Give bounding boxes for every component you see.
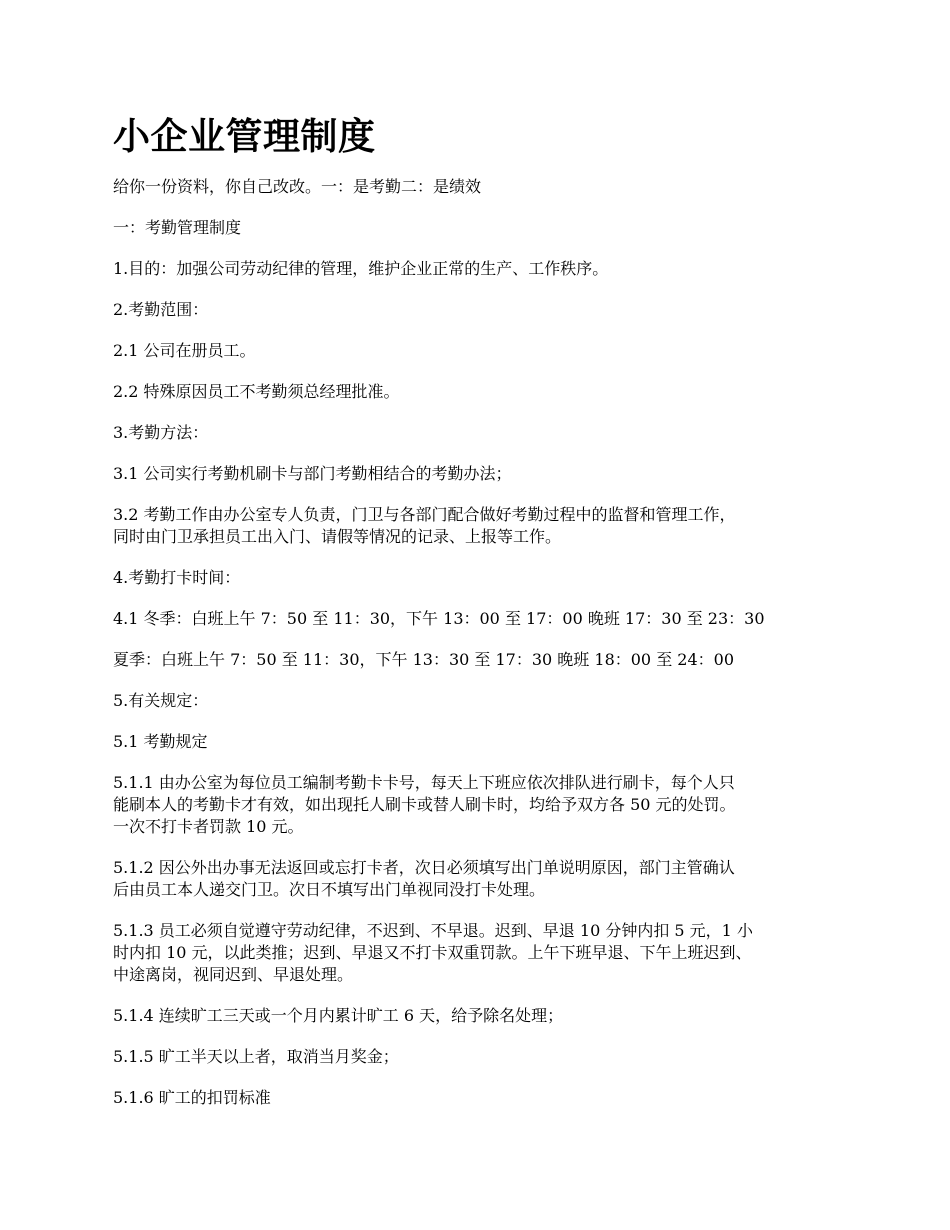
paragraph bbox=[113, 649, 843, 671]
paragraph bbox=[113, 217, 843, 239]
paragraph-line: 5.1.5 旷工半天以上者，取消当月奖金； bbox=[113, 1047, 399, 1066]
paragraph bbox=[113, 567, 843, 589]
paragraph bbox=[113, 920, 843, 986]
paragraph bbox=[113, 1046, 843, 1068]
paragraph-line: 3.1 公司实行考勤机刷卡与部门考勤相结合的考勤办法； bbox=[113, 464, 512, 483]
paragraph-line: 5.1.2 因公外出办事无法返回或忘打卡者，次日必须填写出门单说明原因，部门主管确认 bbox=[113, 858, 735, 877]
paragraph-line: 时内扣 10 元，以此类推；迟到、早退又不打卡双重罚款。上午下班早退、下午上班迟到、 bbox=[113, 943, 752, 962]
paragraph bbox=[113, 422, 843, 444]
paragraph-line: 5.1.4 连续旷工三天或一个月内累计旷工 6 天，给予除名处理； bbox=[113, 1006, 564, 1025]
paragraph-line: 4.1 冬季：白班上午 7：50 至 11：30，下午 13：00 至 17：00 晚班 17：30 至 23：30 bbox=[113, 609, 765, 628]
paragraph-line: 3.2 考勤工作由办公室专人负责，门卫与各部门配合做好考勤过程中的监督和管理工作， bbox=[113, 505, 736, 524]
paragraph bbox=[113, 857, 843, 901]
paragraph bbox=[113, 690, 843, 712]
paragraph-line: 夏季：白班上午 7：50 至 11：30，下午 13：30 至 17：30 晚班 18：00 至 24：00 bbox=[113, 650, 734, 669]
paragraph-line: 5.1.3 员工必须自觉遵守劳动纪律，不迟到、不早退。迟到、早退 10 分钟内扣 5 元，1 小 bbox=[113, 921, 753, 940]
paragraph bbox=[113, 1087, 843, 1109]
paragraph bbox=[113, 608, 843, 630]
paragraph bbox=[113, 258, 843, 280]
paragraph-line: 2.1 公司在册员工。 bbox=[113, 341, 256, 360]
paragraph bbox=[113, 299, 843, 321]
paragraph-line: 1.目的：加强公司劳动纪律的管理，维护企业正常的生产、工作秩序。 bbox=[113, 259, 609, 278]
paragraph-line: 中途离岗，视同迟到、早退处理。 bbox=[113, 965, 354, 984]
paragraph-line: 一：考勤管理制度 bbox=[113, 218, 242, 237]
paragraph-line: 5.1.1 由办公室为每位员工编制考勤卡卡号，每天上下班应依次排队进行刷卡，每个人只 bbox=[113, 773, 735, 792]
paragraph bbox=[113, 381, 843, 403]
document-page bbox=[113, 108, 843, 1128]
paragraph-line: 3.考勤方法： bbox=[113, 423, 209, 442]
paragraph-line: 给你一份资料，你自己改改。一：是考勤二：是绩效 bbox=[113, 177, 482, 196]
paragraph-line: 5.有关规定： bbox=[113, 691, 209, 710]
paragraph-line: 2.考勤范围： bbox=[113, 300, 209, 319]
document-title: 小企业管理制度 bbox=[113, 114, 376, 158]
paragraph bbox=[113, 463, 843, 485]
paragraph bbox=[113, 1005, 843, 1027]
paragraph bbox=[113, 340, 843, 362]
paragraph-line: 5.1 考勤规定 bbox=[113, 732, 208, 751]
paragraph bbox=[113, 731, 843, 753]
paragraph-line: 同时由门卫承担员工出入门、请假等情况的记录、上报等工作。 bbox=[113, 527, 562, 546]
document-body bbox=[113, 176, 843, 1109]
paragraph bbox=[113, 176, 843, 198]
paragraph bbox=[113, 504, 843, 548]
paragraph-line: 4.考勤打卡时间： bbox=[113, 568, 241, 587]
paragraph-line: 后由员工本人递交门卫。次日不填写出门单视同没打卡处理。 bbox=[113, 880, 546, 899]
paragraph-line: 一次不打卡者罚款 10 元。 bbox=[113, 817, 304, 836]
paragraph bbox=[113, 772, 843, 838]
paragraph-line: 2.2 特殊原因员工不考勤须总经理批准。 bbox=[113, 382, 400, 401]
paragraph-line: 能刷本人的考勤卡才有效，如出现托人刷卡或替人刷卡时，均给予双方各 50 元的处罚。 bbox=[113, 795, 736, 814]
paragraph-line: 5.1.6 旷工的扣罚标准 bbox=[113, 1088, 271, 1107]
